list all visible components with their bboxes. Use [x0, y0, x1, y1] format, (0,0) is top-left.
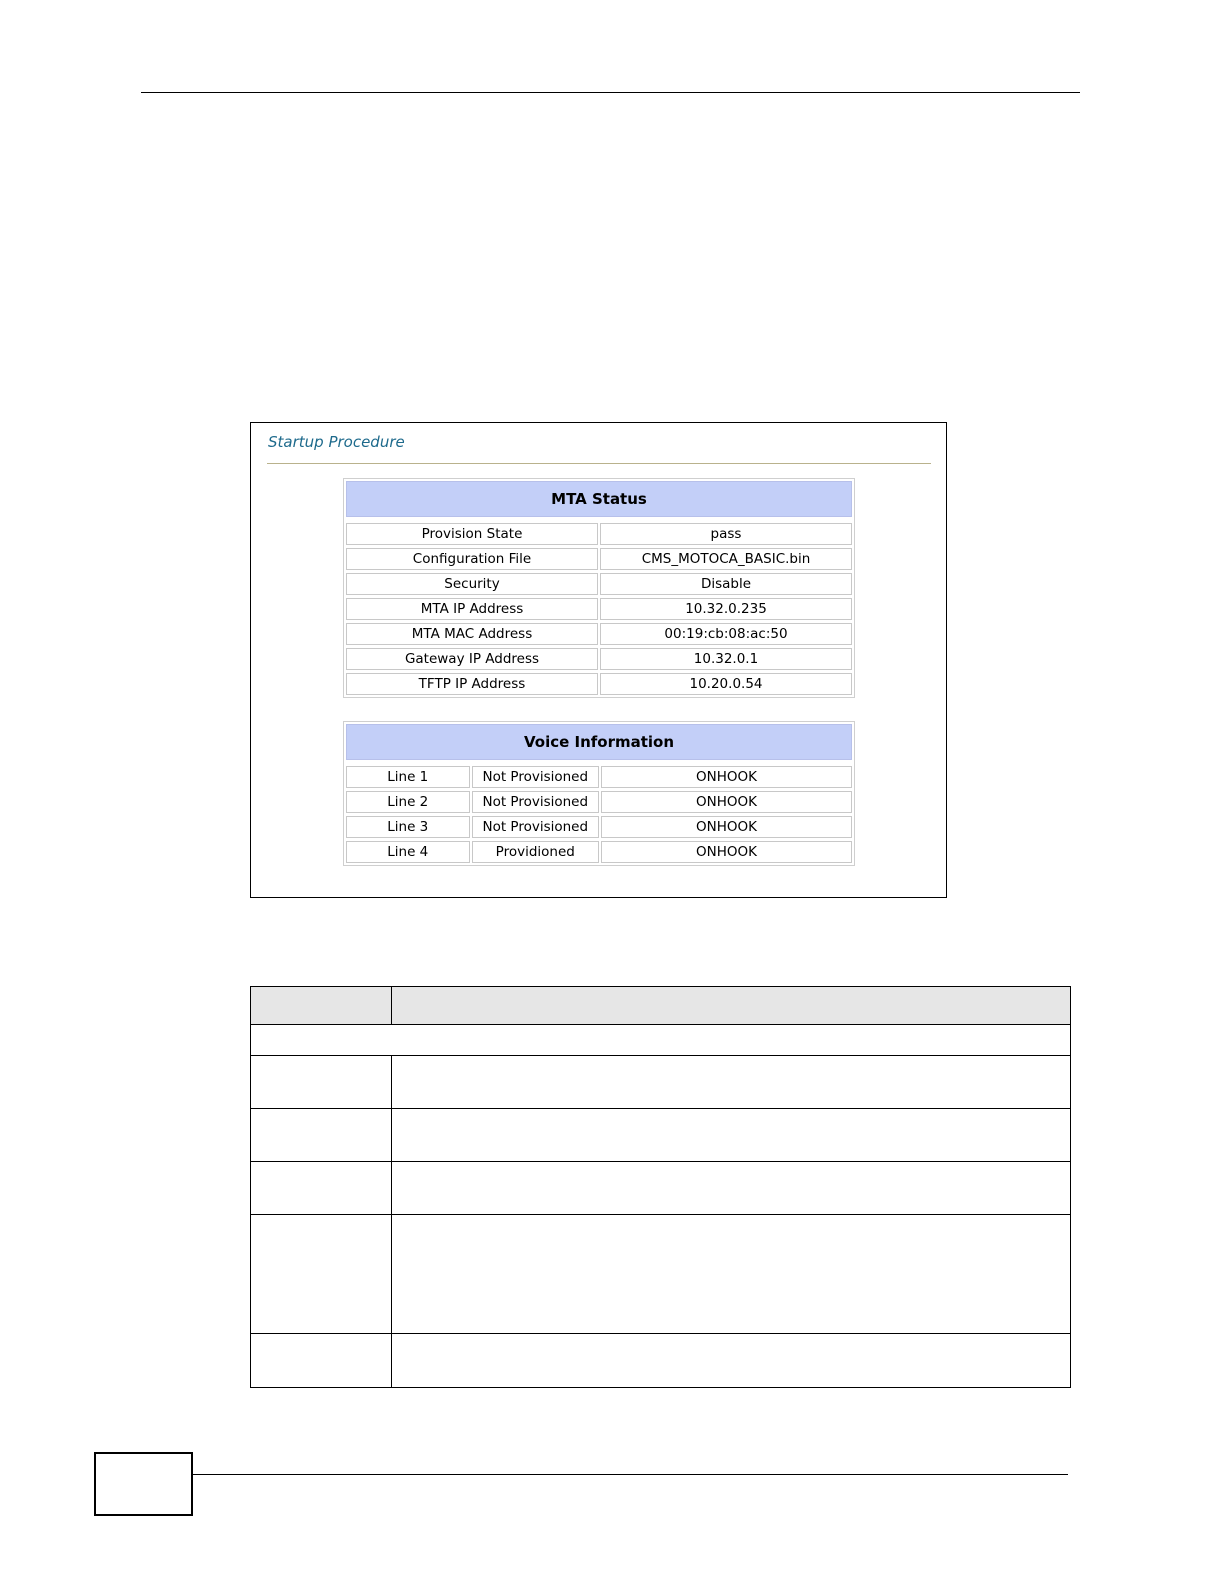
mta-row-value: pass — [600, 523, 852, 545]
mta-row-label: Gateway IP Address — [346, 648, 598, 670]
mta-row-mta-mac-address — [346, 623, 852, 645]
table-row-divider — [251, 1108, 1070, 1109]
mta-status-panel — [343, 478, 855, 698]
mta-row-label: TFTP IP Address — [346, 673, 598, 695]
mta-row-value: 10.20.0.54 — [600, 673, 852, 695]
voice-hook-status: ONHOOK — [601, 766, 852, 788]
voice-hook-status: ONHOOK — [601, 791, 852, 813]
mta-row-label: Configuration File — [346, 548, 598, 570]
voice-line-label: Line 1 — [346, 766, 470, 788]
mta-row-security — [346, 573, 852, 595]
voice-row-line-1 — [346, 766, 852, 788]
table-row-divider — [251, 1161, 1070, 1162]
voice-line-label: Line 3 — [346, 816, 470, 838]
mta-row-label: Security — [346, 573, 598, 595]
voice-row-line-3 — [346, 816, 852, 838]
mta-row-gateway-ip-address — [346, 648, 852, 670]
voice-line-label: Line 4 — [346, 841, 470, 863]
voice-hook-status: ONHOOK — [601, 841, 852, 863]
table-row-divider — [251, 1333, 1070, 1334]
mta-row-tftp-ip-address — [346, 673, 852, 695]
mta-row-configuration-file — [346, 548, 852, 570]
voice-information-heading: Voice Information — [346, 724, 852, 760]
table-row-divider — [251, 1055, 1070, 1056]
mta-row-value: Disable — [600, 573, 852, 595]
mta-row-label: Provision State — [346, 523, 598, 545]
mta-row-provision-state — [346, 523, 852, 545]
mta-row-label: MTA MAC Address — [346, 623, 598, 645]
voice-line-label: Line 2 — [346, 791, 470, 813]
column-divider — [391, 1055, 392, 1387]
voice-row-line-2 — [346, 791, 852, 813]
startup-procedure-screenshot — [250, 422, 947, 898]
title-divider — [267, 463, 931, 464]
page-header-rule — [141, 92, 1080, 93]
page-footer-rule — [193, 1474, 1068, 1475]
mta-row-value: CMS_MOTOCA_BASIC.bin — [600, 548, 852, 570]
page-number-box — [94, 1452, 193, 1516]
voice-provision-status: Not Provisioned — [472, 791, 600, 813]
voice-provision-status: Not Provisioned — [472, 766, 600, 788]
screen-title: Startup Procedure — [268, 433, 405, 451]
mta-status-heading: MTA Status — [346, 481, 852, 517]
voice-provision-status: Providioned — [472, 841, 600, 863]
voice-provision-status: Not Provisioned — [472, 816, 600, 838]
voice-row-line-4 — [346, 841, 852, 863]
table-row-divider — [251, 1214, 1070, 1215]
voice-information-panel — [343, 721, 855, 866]
mta-row-mta-ip-address — [346, 598, 852, 620]
mta-row-label: MTA IP Address — [346, 598, 598, 620]
mta-row-value: 00:19:cb:08:ac:50 — [600, 623, 852, 645]
mta-row-value: 10.32.0.235 — [600, 598, 852, 620]
voice-hook-status: ONHOOK — [601, 816, 852, 838]
description-table-header — [251, 987, 1070, 1025]
header-column-divider — [391, 987, 392, 1024]
mta-row-value: 10.32.0.1 — [600, 648, 852, 670]
field-description-table — [250, 986, 1071, 1388]
